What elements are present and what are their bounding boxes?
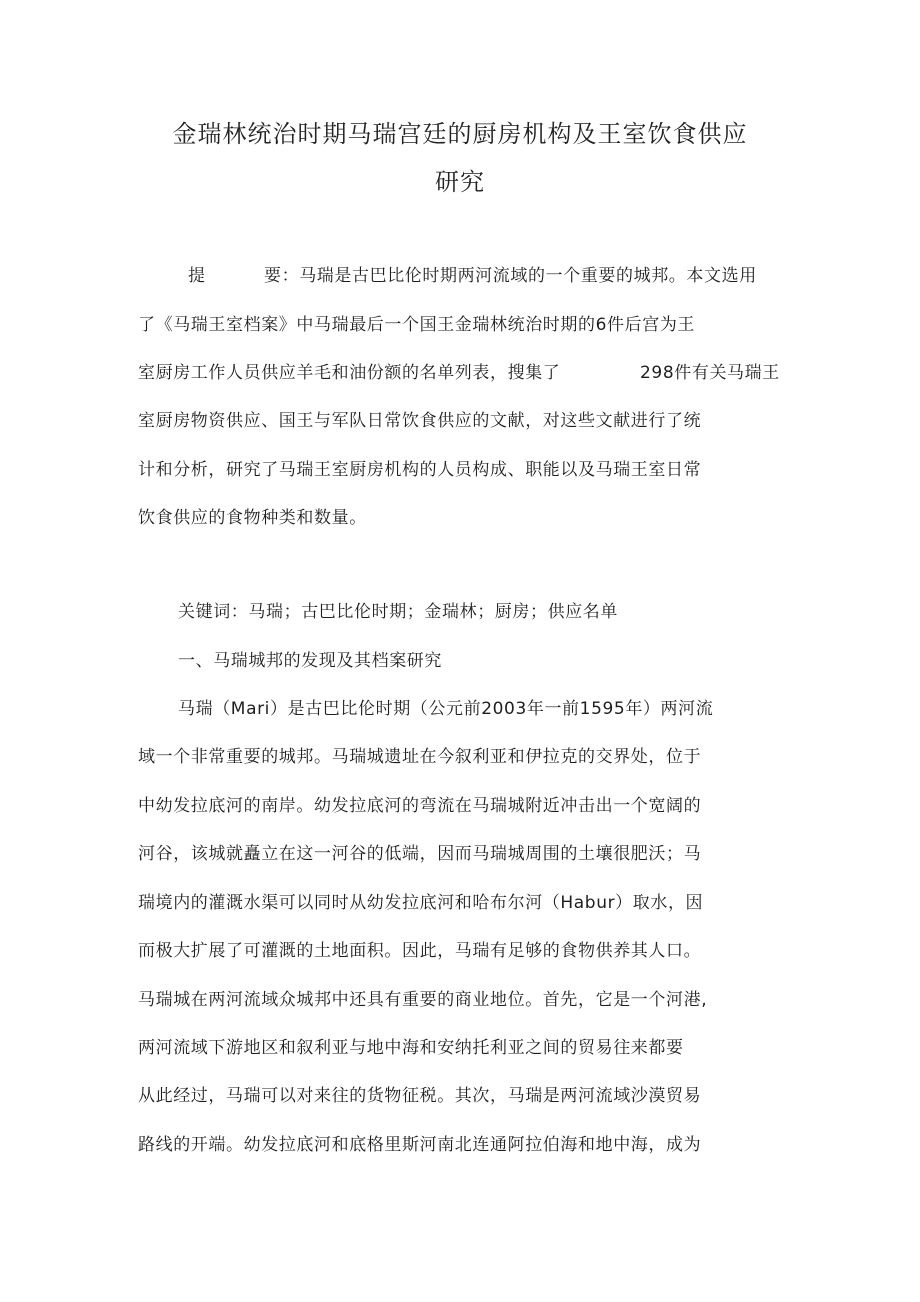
body-line-4: 河谷，该城就矗立在这一河谷的低端，因而马瑞城周围的土壤很肥沃；马 (138, 844, 702, 864)
abstract-line-3: 室厨房工作人员供应羊毛和油份额的名单列表，搜集了 (138, 363, 561, 383)
abstract-line-6: 饮食供应的食物种类和数量。 (138, 508, 367, 528)
abstract-line-4: 室厨房物资供应、国王与军队日常饮食供应的文献，对这些文献进行了统 (138, 411, 702, 431)
section-heading: 一、马瑞城邦的发现及其档案研究 (178, 651, 442, 671)
abstract-line-2: 了《马瑞王室档案》中马瑞最后一个国王金瑞林统治时期的6件后宫为王 (138, 315, 696, 335)
abstract-line-3-tail: 298件有关马瑞王 (640, 363, 780, 383)
abstract-line-1 (264, 261, 757, 286)
title-line-1: 金瑞林统治时期马瑞宫廷的厨房机构及王室饮食供应 (172, 120, 748, 148)
body-line-3: 中幼发拉底河的南岸。幼发拉底河的弯流在马瑞城附近冲击出一个宽阔的 (138, 796, 702, 816)
body-line-5: 瑞境内的灌溉水渠可以同时从幼发拉底河和哈布尔河（Habur）取水，因 (138, 893, 704, 913)
body-line-7: 马瑞城在两河流域众城邦中还具有重要的商业地位。首先，它是一个河港, (138, 990, 708, 1010)
abstract-text-1: 马瑞是古巴比伦时期两河流域的一个重要的城邦。本文选用 (299, 266, 757, 286)
abstract-line-5: 计和分析，研究了马瑞王室厨房机构的人员构成、职能以及马瑞王室日常 (138, 460, 702, 480)
keywords: 关键词：马瑞；古巴比伦时期；金瑞林；厨房；供应名单 (178, 602, 618, 622)
body-line-8: 两河流域下游地区和叙利亚与地中海和安纳托利亚之间的贸易往来都要 (138, 1038, 684, 1058)
title-line-2: 研究 (435, 168, 485, 196)
body-line-6: 而极大扩展了可灌溉的土地面积。因此，马瑞有足够的食物供养其人口。 (138, 941, 702, 961)
abstract-label-first: 提 (188, 266, 206, 286)
body-line-1: 马瑞（Mari）是古巴比伦时期（公元前2003年一前1595年）两河流 (178, 699, 714, 719)
body-line-9: 从此经过，马瑞可以对来往的货物征税。其次，马瑞是两河流域沙漠贸易 (138, 1086, 702, 1106)
body-line-2: 域一个非常重要的城邦。马瑞城遗址在今叙利亚和伊拉克的交界处，位于 (138, 747, 702, 767)
body-line-10: 路线的开端。幼发拉底河和底格里斯河南北连通阿拉伯海和地中海，成为 (138, 1135, 702, 1155)
abstract-label-second: 要： (264, 266, 300, 286)
